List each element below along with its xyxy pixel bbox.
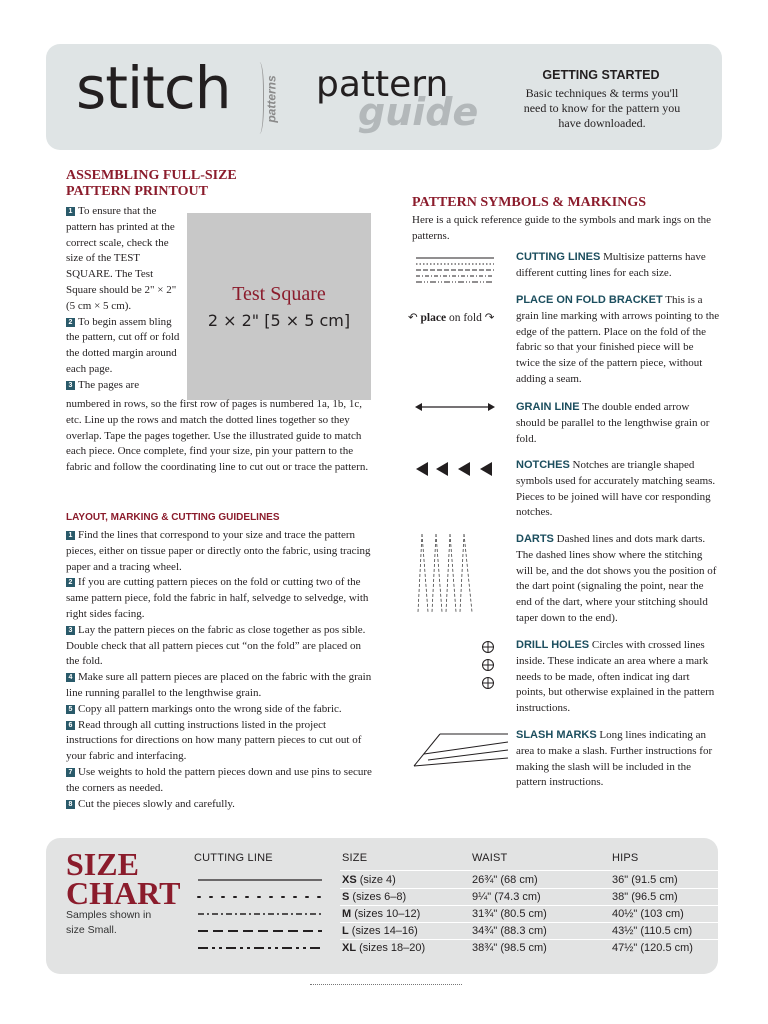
layout-step-7: 7 Use weights to hold the pattern pieces down and use pins to secure the corners as needed.	[66, 765, 372, 794]
test-square	[187, 213, 371, 400]
getting-started-body: Basic techniques & terms you'll need to know for the pattern you have downloaded.	[523, 86, 681, 130]
guide-word: guide	[358, 90, 479, 134]
step-number-icon: 8	[66, 800, 75, 809]
symbol-notches: NOTCHES Notches are triangle shaped symbols used for accurately matching seams. Pieces to be joined will have cor responding notches.	[516, 459, 716, 519]
table-row: M (sizes 10–12) 31¾" (80.5 cm) 40½" (103 cm)	[342, 908, 684, 920]
step-number-icon: 6	[66, 721, 75, 730]
step-number-icon: 5	[66, 705, 75, 714]
layout-steps	[66, 528, 372, 812]
col-hips: HIPS	[612, 852, 639, 864]
size-cutting-line-samples	[196, 872, 324, 960]
grain-line-icon	[414, 400, 496, 414]
logo-brace	[253, 62, 264, 134]
layout-step-8: 8 Cut the pieces slowly and carefully.	[66, 797, 372, 813]
layout-step-2: 2 If you are cutting pattern pieces on the fold or cutting two of the same pattern piece, fold the fabric in half, selvedge to selvedge, with right sides facing.	[66, 576, 369, 620]
step-number-icon: 1	[66, 207, 75, 216]
assembling-step-3-continued: numbered in rows, so the first row of pages is numbered 1a, 1b, 1c, etc. Line up the rows and match the dotted lines together so they overlap. Tape the pages together. Use the illustrated guide to match each piece. Once complete, find your size, pin your pattern to the fabric and follow the coordinating line to cut out or trace the pattern.	[66, 398, 369, 474]
table-row: XL (sizes 18–20) 38¾" (98.5 cm) 47½" (120.5 cm)	[342, 942, 693, 954]
col-size: SIZE	[342, 852, 368, 864]
symbols-title: PATTERN SYMBOLS & MARKINGS	[412, 195, 647, 210]
size-chart-note: Samples shown in size Small.	[66, 909, 152, 936]
size-chart-table	[46, 838, 718, 974]
symbol-darts: DARTS Dashed lines and dots mark darts. The dashed lines show where the stitching will be, and the dot shows you the position of the dart point (signaling the point, near the end of the dart, where your stitching should taper down to the end).	[516, 533, 717, 624]
size-chart-title: SIZE CHART	[66, 846, 181, 911]
col-waist: WAIST	[472, 852, 508, 864]
step-number-icon: 3	[66, 626, 75, 635]
assembling-step-2: 2 To begin assem bling the pattern, cut off or fold the dotted margin around each page.	[66, 315, 180, 375]
cutting-lines-icon	[414, 255, 496, 287]
place-on-fold-icon: ↶ place on fold ↷	[408, 312, 495, 324]
test-square-size: 2 × 2" [5 × 5 cm]	[207, 311, 351, 330]
symbol-cutting-lines: CUTTING LINES Multisize patterns have different cutting lines for each size.	[516, 251, 706, 279]
step-number-icon: 2	[66, 578, 75, 587]
assembling-title: ASSEMBLING FULL-SIZE PATTERN PRINTOUT	[66, 168, 237, 199]
table-row: XS (size 4) 26¾" (68 cm) 36" (91.5 cm)	[342, 874, 678, 886]
step-number-icon: 4	[66, 673, 75, 682]
layout-step-6: 6 Read through all cutting instructions listed in the project instructions for directions on how many pattern pieces to cut out of your fabric and interfacing.	[66, 718, 362, 763]
assembling-step-3a: 3 The pages are	[66, 378, 180, 394]
darts-icon	[414, 532, 478, 614]
getting-started-title: GETTING STARTED	[542, 68, 660, 82]
test-square-title: Test Square	[232, 283, 326, 305]
assembling-steps-narrow	[66, 204, 180, 394]
assembling-step-1: 1 To ensure that the pattern has printed at the correct scale, check the size of the TEST SQUARE. The Test Square should be 2" × 2" (5 cm × 5 cm).	[66, 205, 177, 312]
logo-subtitle: patterns	[264, 75, 279, 123]
header-banner	[46, 44, 722, 150]
table-row: L (sizes 14–16) 34¾" (88.3 cm) 43½" (110.5 cm)	[342, 925, 693, 937]
footer-dotted-rule	[310, 984, 462, 985]
layout-step-4: 4 Make sure all pattern pieces are placed on the fabric with the grain line running parallel to the lengthwise grain.	[66, 671, 372, 699]
symbol-grain-line: GRAIN LINE The double ended arrow should be parallel to the lengthwise grain or fold.	[516, 401, 710, 445]
symbol-place-on-fold: PLACE ON FOLD BRACKET This is a grain line marking with arrows pointing to the edge of the pattern. Place on the fold of the fabric so that your finished piece will be twice the size of the pattern piece, without adding a seam.	[516, 294, 720, 385]
pattern-word: pattern	[316, 64, 449, 105]
layout-step-5: 5 Copy all pattern markings onto the wrong side of the fabric.	[66, 702, 372, 718]
drill-holes-icon	[480, 640, 496, 692]
step-number-icon: 2	[66, 318, 75, 327]
layout-step-3: 3 Lay the pattern pieces on the fabric as close together as pos sible. Double check that all pattern pieces cut “on the fold” are placed on the fold.	[66, 623, 366, 668]
stitch-logo: stitch	[76, 54, 231, 122]
symbol-slash-marks: SLASH MARKS Long lines indicating an area to make a slash. Further instructions for making the slash will be included in the pattern instructions.	[516, 729, 713, 789]
symbol-drill-holes: DRILL HOLES Circles with crossed lines inside. These indicate an area where a mark needs to be made, often indicat ing dart points, but otherwise explained in the pattern instructions.	[516, 639, 715, 715]
notches-icon	[414, 460, 496, 478]
step-number-icon: 3	[66, 381, 75, 390]
col-cutting-line: CUTTING LINE	[194, 852, 273, 864]
table-row: S (sizes 6–8) 9¼" (74.3 cm) 38" (96.5 cm)	[342, 891, 678, 903]
size-chart-panel	[46, 838, 718, 974]
step-number-icon: 7	[66, 768, 75, 777]
symbols-intro: Here is a quick reference guide to the symbols and mark ings on the patterns.	[412, 214, 712, 242]
slash-marks-icon	[412, 732, 510, 768]
layout-step-1: 1 Find the lines that correspond to your size and trace the pattern pieces, either on tissue paper or directly onto the fabric, using tracing paper and a tracing wheel.	[66, 529, 371, 573]
step-number-icon: 1	[66, 531, 75, 540]
layout-title: LAYOUT, MARKING & CUTTING GUIDELINES	[66, 512, 280, 523]
